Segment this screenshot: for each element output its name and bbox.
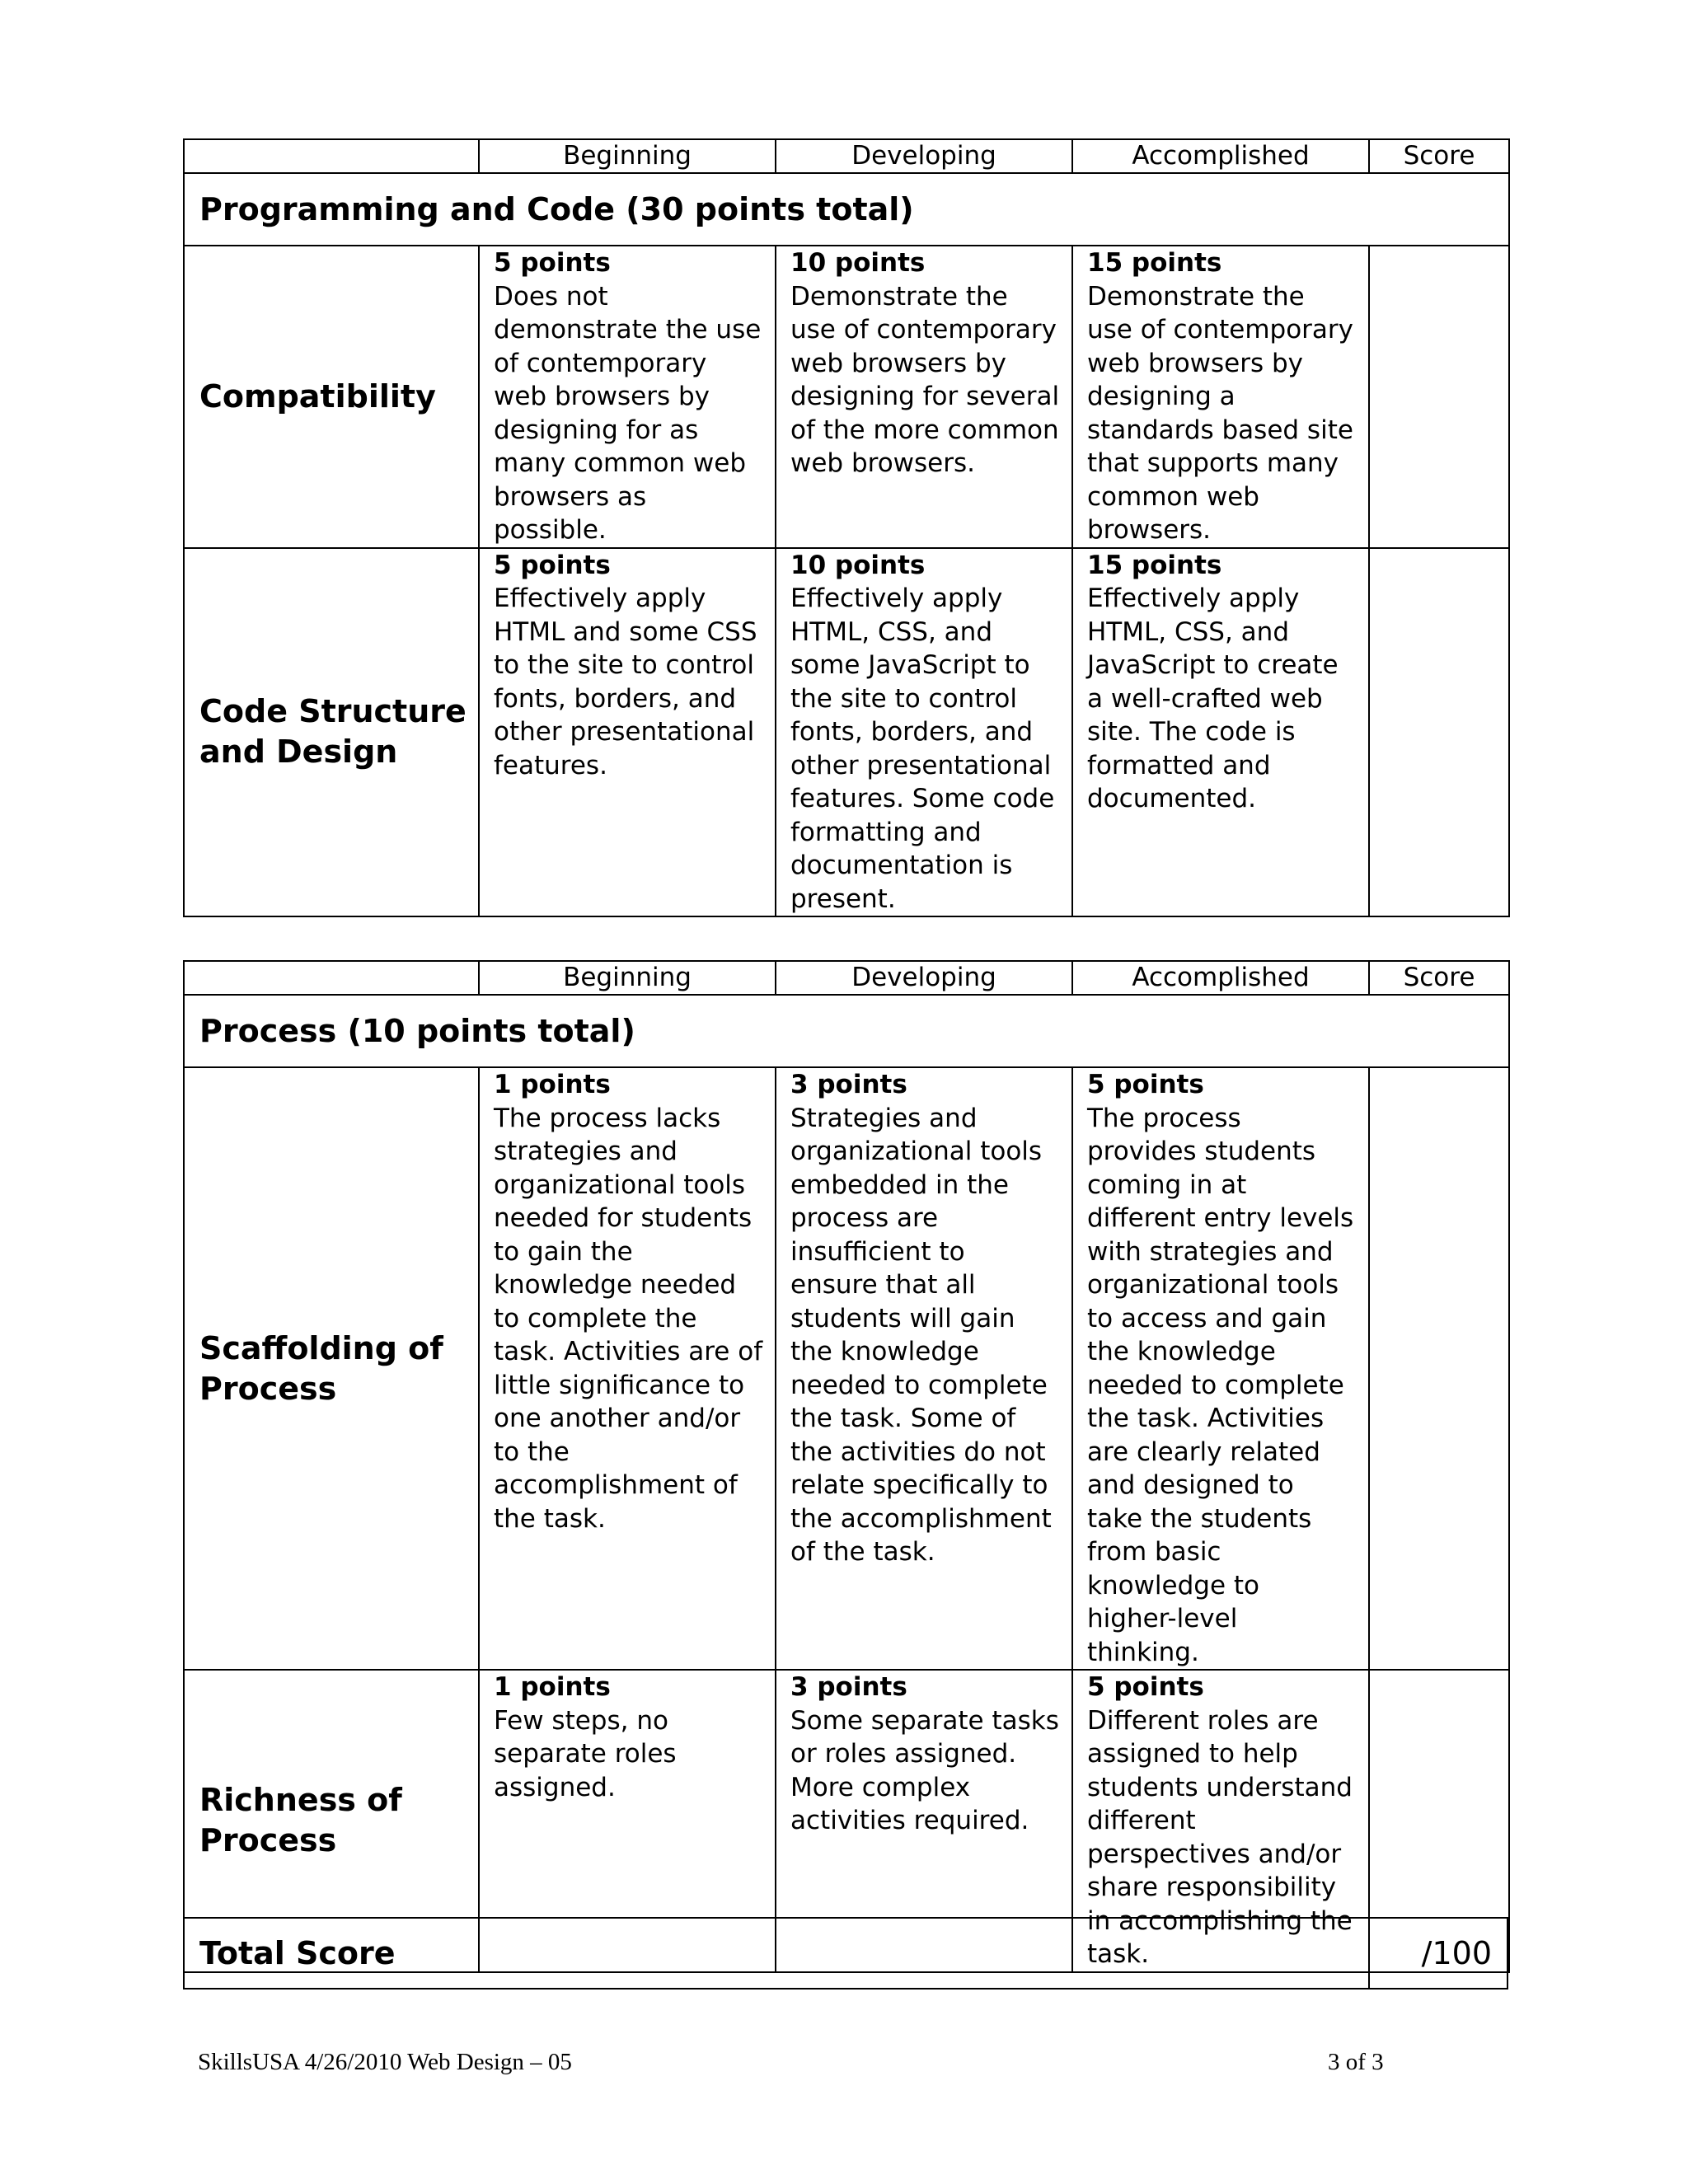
description-text: Does not demonstrate the use of contemporary web browsers by designing for as many common web browsers as possible. [494,281,762,545]
points-label: 3 points [790,1672,907,1702]
points-label: 1 points [494,1070,611,1099]
rubric-table-programming [183,138,1510,917]
column-header-beginning: Beginning [479,961,776,995]
points-label: 1 points [494,1672,611,1702]
section-row [184,173,1509,246]
description-text: Different roles are assigned to help students understand different perspectives and/or share responsibility in accomplishing the task. [1087,1705,1353,1969]
beginning-cell [479,548,776,917]
points-label: 3 points [790,1070,907,1099]
column-header-developing: Developing [776,961,1072,995]
criterion-name: Richness of Process [184,1670,479,1972]
points-label: 15 points [1087,248,1222,278]
criterion-name: Scaffolding of Process [184,1067,479,1670]
criterion-name: Compatibility [184,246,479,548]
section-row [184,995,1509,1067]
developing-cell [776,1067,1072,1670]
total-score-label: Total Score [199,1935,396,1971]
column-header-accomplished: Accomplished [1072,139,1369,173]
score-cell[interactable] [1369,246,1509,548]
points-label: 15 points [1087,550,1222,580]
description-text: Demonstrate the use of contemporary web browsers by designing for several of the more common web browsers. [790,281,1060,478]
column-header-developing: Developing [776,139,1072,173]
column-header-score: Score [1369,139,1509,173]
criterion-row [184,246,1509,548]
beginning-cell [479,246,776,548]
total-score-value[interactable]: /100 [1421,1935,1492,1971]
section-title: Process (10 points total) [184,995,1509,1067]
description-text: Effectively apply HTML, CSS, and some JavaScript to the site to control fonts, borders, and other presentational features. Some code formatting and documentation is present. [790,583,1055,914]
description-text: Effectively apply HTML, CSS, and JavaScript to create a well-crafted web site. The code is formatted and documented. [1087,583,1339,813]
points-label: 5 points [494,550,611,580]
description-text: Effectively apply HTML and some CSS to the site to control fonts, borders, and other presentational features. [494,583,757,780]
description-text: Few steps, no separate roles assigned. [494,1705,677,1802]
description-text: The process provides students coming in at different entry levels with strategies and organizational tools to access and gain the knowledge needed to complete the task. Activities are clearly related and designed to take the students from basic knowledge to higher-level thinking. [1087,1103,1354,1667]
criterion-row [184,1067,1509,1670]
section-title: Programming and Code (30 points total) [184,173,1509,246]
header-row [184,139,1509,173]
column-header-accomplished: Accomplished [1072,961,1369,995]
points-label: 10 points [790,248,926,278]
developing-cell [776,246,1072,548]
score-cell[interactable] [1369,548,1509,917]
developing-cell [776,548,1072,917]
total-score-divider [1368,1919,1370,1988]
description-text: The process lacks strategies and organizational tools needed for students to gain the knowledge needed to complete the task. Activities are of little significance to one another and/or to the accomplishment of the task. [494,1103,763,1534]
header-blank-cell [184,961,479,995]
points-label: 5 points [1087,1070,1204,1099]
description-text: Some separate tasks or roles assigned. More complex activities required. [790,1705,1059,1835]
column-header-score: Score [1369,961,1509,995]
total-score-box [183,1917,1508,1990]
accomplished-cell [1072,548,1369,917]
column-header-beginning: Beginning [479,139,776,173]
footer-document-info: SkillsUSA 4/26/2010 Web Design – 05 [198,2049,572,2075]
beginning-cell [479,1067,776,1670]
description-text: Demonstrate the use of contemporary web browsers by designing a standards based site that supports many common web browsers. [1087,281,1354,545]
footer-page-number: 3 of 3 [1328,2049,1384,2075]
criterion-name: Code Structure and Design [184,548,479,917]
points-label: 5 points [494,248,611,278]
points-label: 10 points [790,550,926,580]
accomplished-cell [1072,246,1369,548]
header-row [184,961,1509,995]
header-blank-cell [184,139,479,173]
accomplished-cell [1072,1067,1369,1670]
rubric-table-process [183,960,1510,1973]
description-text: Strategies and organizational tools embedded in the process are insufficient to ensure that all students will gain the knowledge needed to complete the task. Some of the activities do not relate specifically to the accomplishment of the task. [790,1103,1052,1567]
criterion-row [184,548,1509,917]
points-label: 5 points [1087,1672,1204,1702]
score-cell[interactable] [1369,1067,1509,1670]
